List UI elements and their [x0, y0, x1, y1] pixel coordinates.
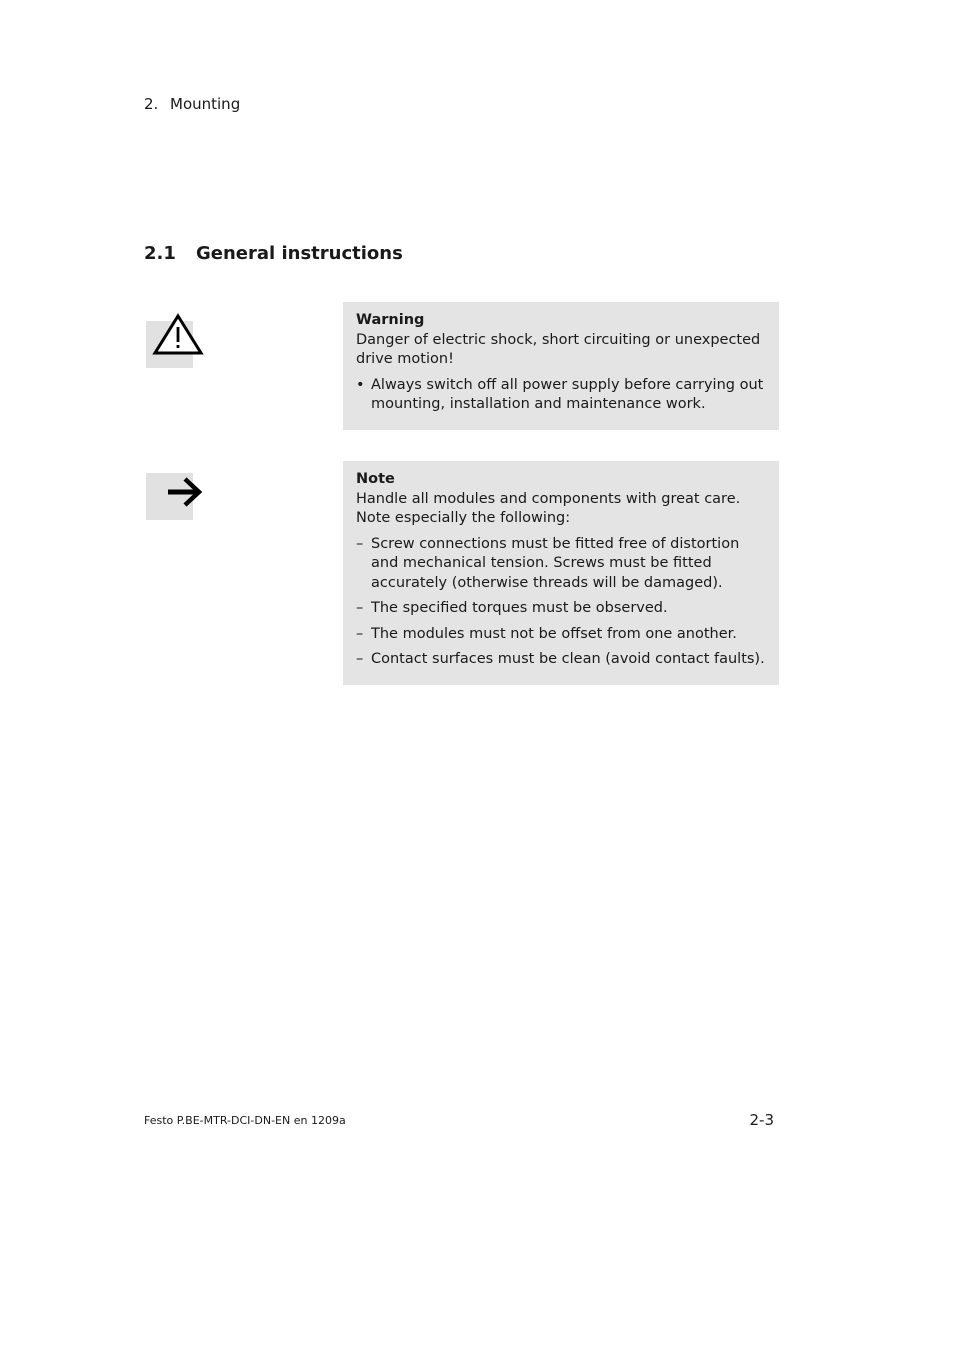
note-list [356, 535, 767, 670]
running-header [144, 95, 240, 113]
warning-icon-box [146, 321, 193, 368]
dash-marker: – [356, 600, 364, 616]
list-item [356, 376, 767, 415]
dash-marker: – [356, 651, 364, 667]
page-number: 2-3 [749, 1111, 774, 1129]
list-item-text: Screw connections must be fitted free of distortion and mechanical tension. Screws must be fitted accurately (otherwise threads will be damaged). [371, 535, 740, 591]
note-title: Note [356, 471, 395, 487]
section-heading [144, 243, 403, 265]
dash-marker: – [356, 625, 364, 642]
warning-text: Danger of electric shock, short circuiting or unexpected drive motion! [356, 331, 761, 367]
list-item [356, 625, 767, 645]
note-box [343, 461, 779, 685]
list-item-text: Always switch off all power supply before carrying out mounting, installation and maintenance work. [371, 376, 764, 412]
warning-title: Warning [356, 312, 425, 328]
chapter-title: Mounting [170, 95, 241, 113]
bullet-marker: • [356, 376, 365, 393]
list-item-text: The specified torques must be observed. [371, 600, 668, 616]
note-text: Handle all modules and components with great care. Note especially the following: [356, 490, 741, 526]
section-title: General instructions [196, 243, 403, 264]
warning-list [356, 376, 767, 415]
arrow-right-icon [146, 473, 193, 520]
list-item [356, 599, 767, 619]
list-item-text: The modules must not be offset from one another. [371, 625, 737, 642]
warning-triangle-icon [146, 321, 193, 368]
document-id: Festo P.BE-MTR-DCI-DN-EN en 1209a [144, 1114, 346, 1127]
section-number: 2.1 [144, 243, 176, 264]
chapter-number: 2. [144, 95, 159, 113]
list-item-text: Contact surfaces must be clean (avoid contact faults). [371, 651, 765, 667]
note-icon-box [146, 473, 193, 520]
list-item [356, 535, 767, 594]
warning-box [343, 302, 779, 430]
dash-marker: – [356, 535, 364, 552]
list-item [356, 650, 767, 670]
